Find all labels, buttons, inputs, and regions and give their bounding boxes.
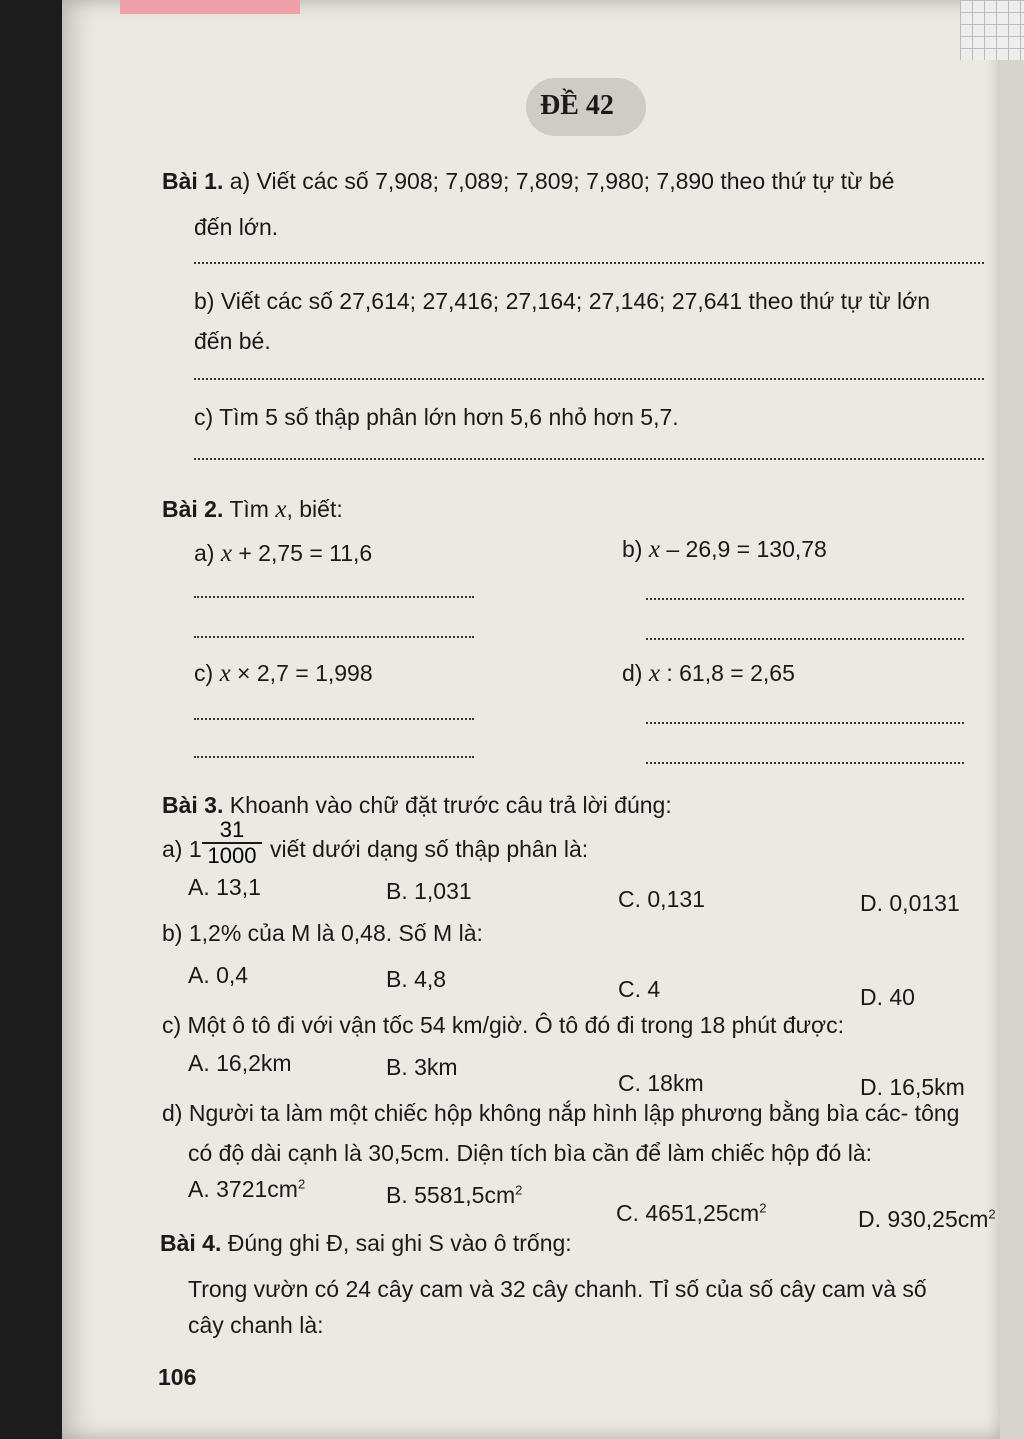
bai1-b-line1: b) Viết các số 27,614; 27,416; 27,164; 27,146; 27,641 theo thứ tự từ lớn	[194, 288, 931, 314]
bai2-intro-post: , biết:	[286, 496, 343, 522]
bai4-label: Bài 4.	[160, 1230, 222, 1256]
option-a-text: A. 3721cm	[188, 1176, 298, 1202]
option-d[interactable]	[858, 1206, 996, 1233]
answer-line[interactable]	[194, 636, 474, 638]
answer-line[interactable]	[646, 598, 964, 600]
superscript: 2	[515, 1182, 523, 1198]
option-c[interactable]: C. 18km	[618, 1070, 704, 1096]
variable-x: x	[219, 660, 231, 687]
bai1-a-text: a) Viết các số 7,908; 7,089; 7,809; 7,980; 7,890 theo thứ tự từ bé	[229, 168, 895, 194]
answer-line[interactable]	[194, 756, 474, 758]
bai4-intro-text: Đúng ghi Đ, sai ghi S vào ô trống:	[227, 1230, 572, 1256]
bai3-c-text: c) Một ô tô đi với vận tốc 54 km/giờ. Ô tô đó đi trong 18 phút được:	[162, 1012, 844, 1038]
answer-line[interactable]	[194, 378, 984, 380]
bai2-intro	[162, 496, 343, 524]
bai4-line1: Trong vườn có 24 cây cam và 32 cây chanh. Tỉ số của số cây cam và số	[188, 1276, 927, 1302]
bai3-intro	[162, 792, 672, 819]
option-a[interactable]: A. 13,1	[188, 874, 261, 900]
option-d[interactable]: D. 16,5km	[860, 1074, 965, 1100]
bai3-b-text: b) 1,2% của M là 0,48. Số M là:	[162, 920, 483, 946]
bai2-d-equation: : 61,8 = 2,65	[659, 660, 795, 686]
option-a[interactable]	[188, 1176, 305, 1203]
page-number: 106	[158, 1364, 197, 1390]
answer-line[interactable]	[194, 596, 474, 598]
bai1-b-line2: đến bé.	[194, 328, 271, 354]
bai2-d-prefix: d)	[622, 660, 649, 686]
option-b[interactable]	[386, 1182, 522, 1209]
answer-line[interactable]	[646, 722, 964, 724]
bai2-intro-pre: Tìm	[229, 496, 276, 522]
answer-line[interactable]	[194, 458, 984, 460]
superscript: 2	[759, 1200, 767, 1216]
bai1-label: Bài 1.	[162, 168, 224, 194]
bai3-a-prefix: a) 1	[162, 836, 202, 862]
bai2-c-equation: × 2,7 = 1,998	[230, 660, 373, 686]
option-c[interactable]: C. 4	[618, 976, 661, 1002]
answer-line[interactable]	[646, 762, 964, 764]
fraction-denominator: 1000	[207, 843, 257, 868]
bai1-line-a1	[162, 168, 894, 195]
variable-x: x	[648, 660, 660, 687]
bai2-a-equation: + 2,75 = 11,6	[231, 540, 373, 566]
bai2-d	[622, 660, 795, 688]
bai1-a-line2: đến lớn.	[194, 214, 279, 240]
bai2-b-prefix: b)	[622, 536, 649, 562]
page-edge	[1000, 0, 1024, 1439]
option-c[interactable]: C. 0,131	[618, 886, 705, 912]
bai2-b-equation: – 26,9 = 130,78	[659, 536, 827, 562]
bai3-label: Bài 3.	[162, 792, 224, 818]
option-b-text: B. 5581,5cm	[386, 1182, 516, 1208]
bai2-c	[194, 660, 373, 688]
grid-paper-corner	[960, 0, 1024, 60]
bai4-intro	[160, 1230, 572, 1257]
option-a[interactable]: A. 16,2km	[188, 1050, 292, 1076]
bai2-a-prefix: a)	[194, 540, 221, 566]
option-d-text: D. 930,25cm	[858, 1206, 989, 1232]
bai4-line2: cây chanh là:	[188, 1312, 324, 1338]
answer-line[interactable]	[194, 718, 474, 720]
option-b[interactable]: B. 4,8	[386, 966, 447, 992]
option-a[interactable]: A. 0,4	[188, 962, 249, 988]
option-c-text: C. 4651,25cm	[616, 1200, 760, 1226]
option-b[interactable]: B. 3km	[386, 1054, 458, 1080]
bai2-label: Bài 2.	[162, 496, 224, 522]
variable-x: x	[220, 540, 232, 567]
bai3-a-text: viết dưới dạng số thập phân là:	[270, 836, 589, 862]
page-title: ĐỀ 42	[540, 90, 614, 121]
fraction-numerator: 31	[202, 818, 262, 844]
option-d[interactable]: D. 0,0131	[860, 890, 960, 916]
bai2-c-prefix: c)	[194, 660, 220, 686]
variable-x: x	[275, 496, 287, 523]
answer-line[interactable]	[194, 262, 984, 264]
pink-tab	[120, 0, 300, 14]
option-d[interactable]: D. 40	[860, 984, 915, 1010]
bai3-d-line1: d) Người ta làm một chiếc hộp không nắp hình lập phương bằng bìa các- tông	[162, 1100, 960, 1126]
bai2-a	[194, 540, 372, 568]
answer-line[interactable]	[646, 638, 964, 640]
bai3-intro-text: Khoanh vào chữ đặt trước câu trả lời đúng:	[229, 792, 672, 818]
option-c[interactable]	[616, 1200, 766, 1227]
bai1-c-line: c) Tìm 5 số thập phân lớn hơn 5,6 nhỏ hơn 5,7.	[194, 404, 679, 430]
fraction-31-1000	[202, 818, 262, 868]
bai3-d-line2: có độ dài cạnh là 30,5cm. Diện tích bìa cần để làm chiếc hộp đó là:	[188, 1140, 873, 1166]
variable-x: x	[648, 536, 660, 563]
superscript: 2	[988, 1206, 996, 1222]
option-b[interactable]: B. 1,031	[386, 878, 472, 904]
bai2-b	[622, 536, 827, 564]
superscript: 2	[297, 1176, 306, 1192]
